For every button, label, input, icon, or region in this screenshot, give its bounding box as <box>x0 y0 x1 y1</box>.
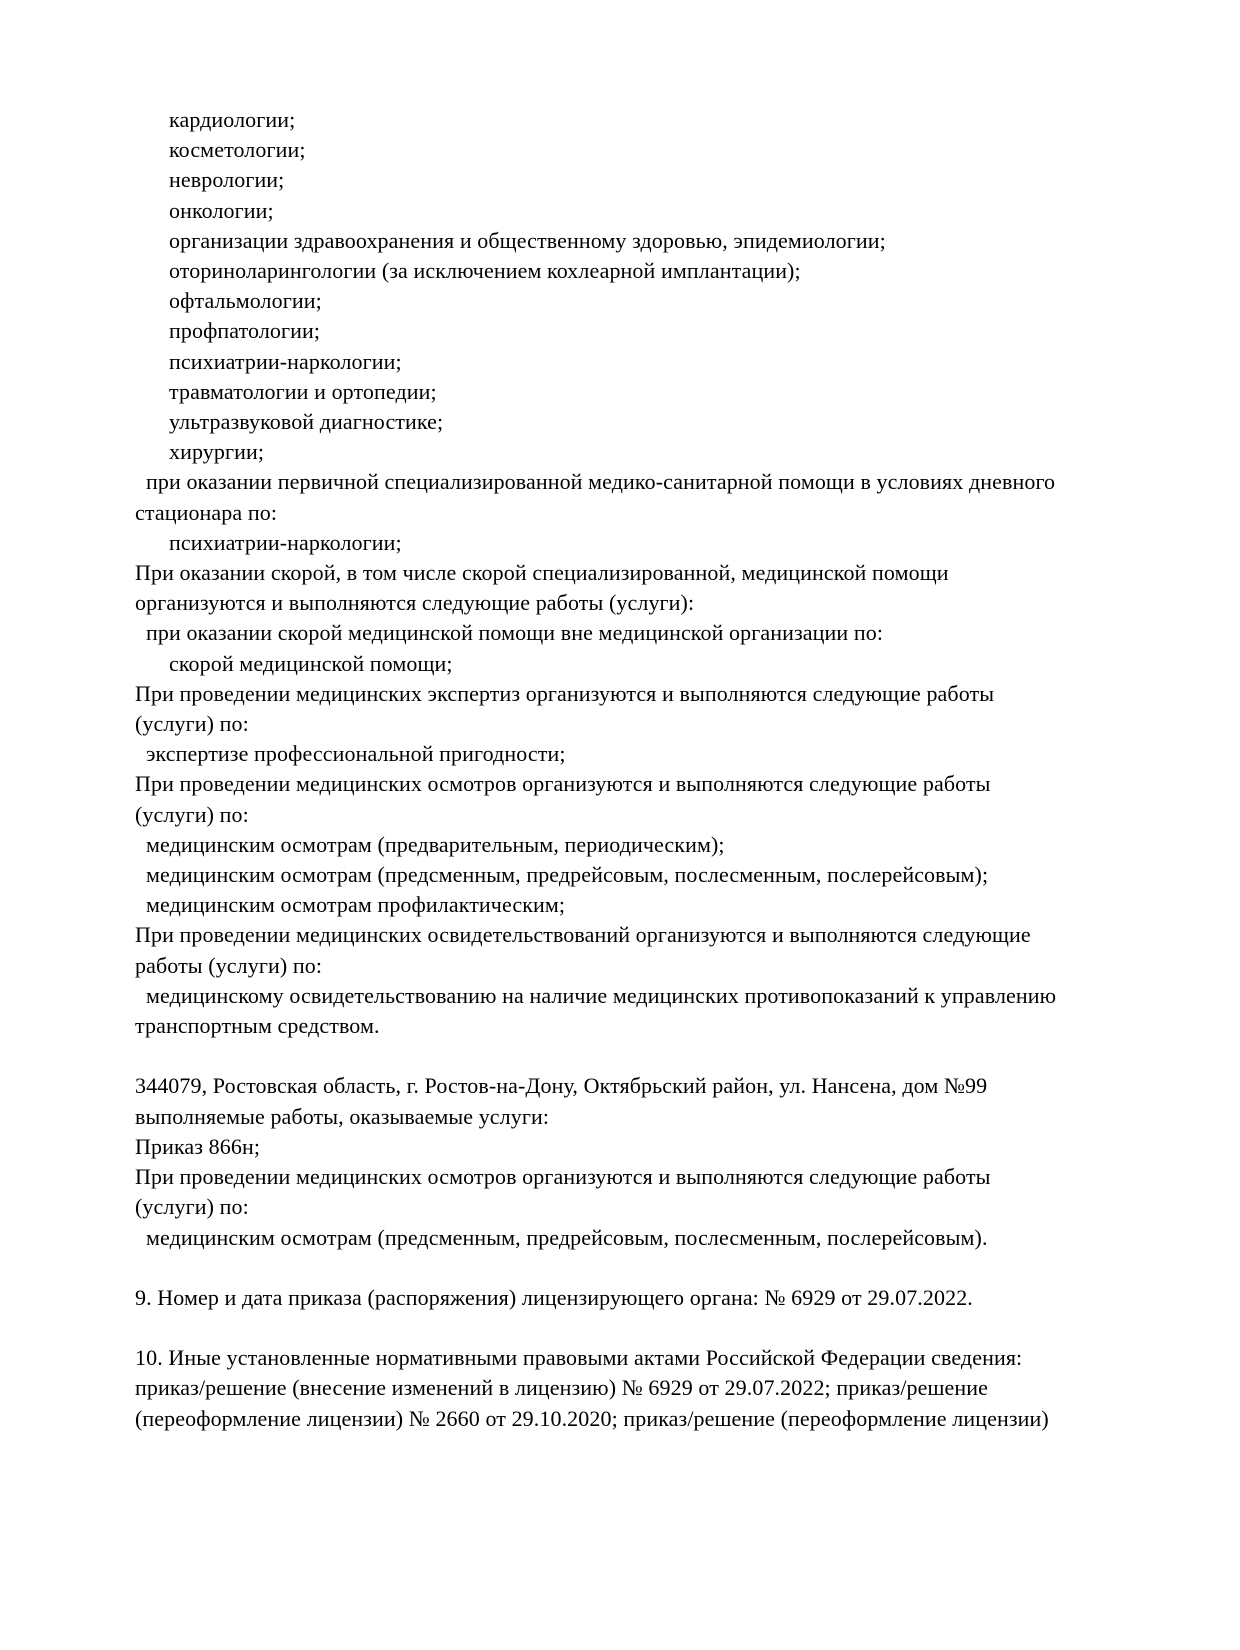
document-line: онкологии; <box>169 197 274 223</box>
document-line: при оказании первичной специализированной медико-санитарной помощи в условиях дневного <box>146 469 1056 495</box>
document-line: 344079, Ростовская область, г. Ростов-на-Дону, Октябрьский район, ул. Нансена, дом №99 <box>135 1073 988 1099</box>
document-line: (услуги) по: <box>135 801 249 827</box>
document-line: (переоформление лицензии) № 2660 от 29.10.2020; приказ/решение (переоформление лицензии) <box>135 1405 1049 1431</box>
document-line: 9. Номер и дата приказа (распоряжения) лицензирующего органа: № 6929 от 29.07.2022. <box>135 1284 973 1310</box>
document-line: стационара по: <box>135 499 278 525</box>
document-line: медицинскому освидетельствованию на наличие медицинских противопоказаний к управлению <box>146 982 1057 1008</box>
document-line: организуются и выполняются следующие работы (услуги): <box>135 590 695 616</box>
document-line: (услуги) по: <box>135 1194 249 1220</box>
document-line: экспертизе профессиональной пригодности; <box>146 741 566 767</box>
document-line: травматологии и ортопедии; <box>169 378 437 404</box>
document-line: При проведении медицинских осмотров организуются и выполняются следующие работы <box>135 1164 991 1190</box>
document-line: приказ/решение (внесение изменений в лицензию) № 6929 от 29.07.2022; приказ/решение <box>135 1375 989 1401</box>
document-line: профпатологии; <box>169 318 321 344</box>
document-line: скорой медицинской помощи; <box>169 650 453 676</box>
document-line: При проведении медицинских осмотров организуются и выполняются следующие работы <box>135 771 991 797</box>
document-line: медицинским осмотрам профилактическим; <box>146 892 566 918</box>
document-line: выполняемые работы, оказываемые услуги: <box>135 1103 550 1129</box>
blank-line <box>135 1253 1135 1283</box>
document-line: организации здравоохранения и общественному здоровью, эпидемиологии; <box>169 227 886 253</box>
document-line: ультразвуковой диагностике; <box>169 409 444 435</box>
document-line: транспортным средством. <box>135 1013 380 1039</box>
document-line: офтальмологии; <box>169 288 322 314</box>
document-line: работы (услуги) по: <box>135 952 323 978</box>
document-line: при оказании скорой медицинской помощи вне медицинской организации по: <box>146 620 884 646</box>
document-line: психиатрии-наркологии; <box>169 348 402 374</box>
document-line: хирургии; <box>169 439 265 465</box>
document-line: кардиологии; <box>169 107 296 132</box>
document-line: Приказ 866н; <box>135 1133 261 1159</box>
document-line: косметологии; <box>169 137 306 163</box>
document-body <box>135 105 1135 1434</box>
document-line: 10. Иные установленные нормативными правовыми актами Российской Федерации сведения: <box>135 1345 1023 1371</box>
document-line: При оказании скорой, в том числе скорой специализированной, медицинской помощи <box>135 560 949 586</box>
document-line: При проведении медицинских экспертиз организуются и выполняются следующие работы <box>135 680 995 706</box>
document-line: оториноларингологии (за исключением кохлеарной имплантации); <box>169 258 801 284</box>
document-line: медицинским осмотрам (предварительным, периодическим); <box>146 831 725 857</box>
document-line: медицинским осмотрам (предсменным, предрейсовым, послесменным, послерейсовым). <box>146 1224 988 1250</box>
document-line: При проведении медицинских освидетельствований организуются и выполняются следующие <box>135 922 1031 948</box>
document-line: медицинским осмотрам (предсменным, предрейсовым, послесменным, послерейсовым); <box>146 862 989 888</box>
document-line: психиатрии-наркологии; <box>169 529 402 555</box>
document-line: (услуги) по: <box>135 711 249 737</box>
blank-line <box>135 1041 1135 1071</box>
blank-line <box>135 1313 1135 1343</box>
document-line: неврологии; <box>169 167 285 193</box>
